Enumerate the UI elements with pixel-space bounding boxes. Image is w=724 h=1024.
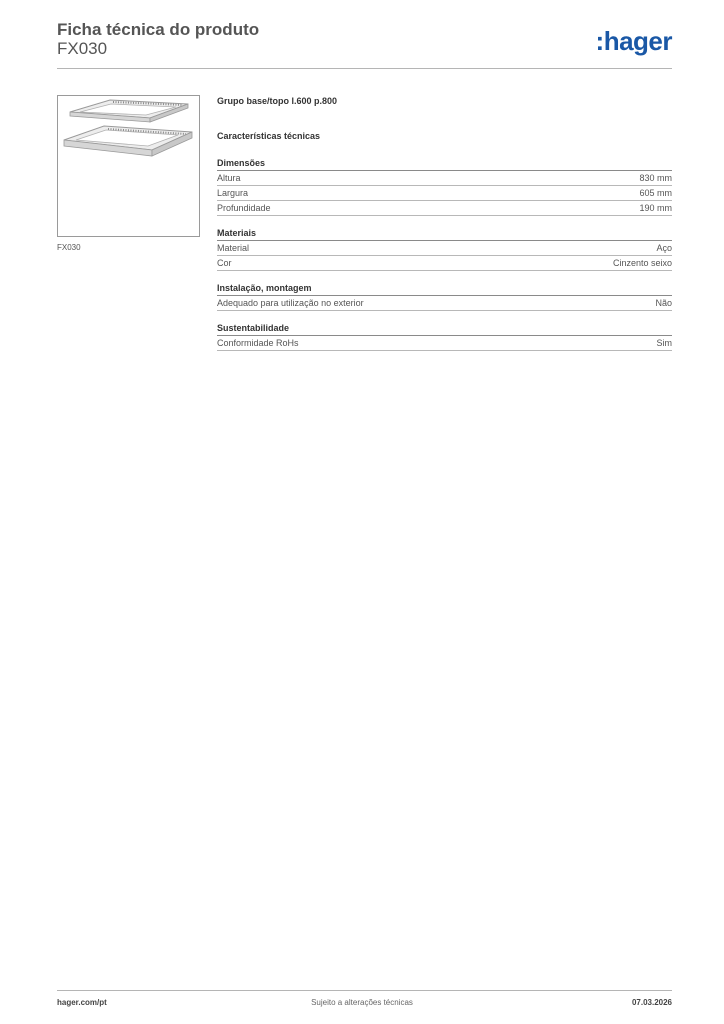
section-sustainability xyxy=(217,323,672,351)
spec-value: Sim xyxy=(656,338,672,348)
spec-row-rohs xyxy=(217,336,672,351)
spec-row-altura xyxy=(217,171,672,186)
product-frame-illustration xyxy=(58,96,199,236)
product-name: Grupo base/topo l.600 p.800 xyxy=(217,96,338,106)
spec-label: Profundidade xyxy=(217,203,271,213)
spec-label: Largura xyxy=(217,188,249,198)
spec-row-largura xyxy=(217,186,672,201)
spec-label: Altura xyxy=(217,173,241,183)
footer-website-link[interactable]: hager.com/pt xyxy=(57,998,107,1007)
section-materials xyxy=(217,228,672,271)
header-divider xyxy=(57,68,672,69)
spec-row-material xyxy=(217,241,672,256)
hager-logo xyxy=(596,26,672,57)
spec-value: 190 mm xyxy=(639,203,672,213)
spec-row-cor xyxy=(217,256,672,271)
spec-row-exterior xyxy=(217,296,672,311)
footer-divider xyxy=(57,990,672,991)
spec-label: Adequado para utilização no exterior xyxy=(217,298,364,308)
section-dimensions xyxy=(217,158,672,216)
spec-content xyxy=(217,96,672,363)
technical-characteristics-heading: Características técnicas xyxy=(217,131,321,141)
spec-value: Aço xyxy=(656,243,672,253)
logo-colon: : xyxy=(595,26,604,56)
footer-disclaimer: Sujeito a alterações técnicas xyxy=(311,998,413,1007)
spec-label: Conformidade RoHs xyxy=(217,338,299,348)
spec-value: 605 mm xyxy=(639,188,672,198)
section-title: Sustentabilidade xyxy=(217,323,672,336)
product-code: FX030 xyxy=(57,39,108,58)
spec-value: Não xyxy=(655,298,672,308)
footer-date: 07.03.2026 xyxy=(631,998,672,1007)
spec-value: 830 mm xyxy=(639,173,672,183)
spec-row-profundidade xyxy=(217,201,672,216)
section-title: Dimensões xyxy=(217,158,672,171)
page-title: Ficha técnica do produto xyxy=(57,20,260,39)
product-image xyxy=(57,95,200,237)
spec-value: Cinzento seixo xyxy=(612,258,672,268)
section-title: Materiais xyxy=(217,228,672,241)
logo-text: hager xyxy=(603,26,672,56)
image-caption: FX030 xyxy=(57,243,81,252)
spec-label: Cor xyxy=(217,258,232,268)
section-installation xyxy=(217,283,672,311)
spec-label: Material xyxy=(217,243,250,253)
section-title: Instalação, montagem xyxy=(217,283,672,296)
